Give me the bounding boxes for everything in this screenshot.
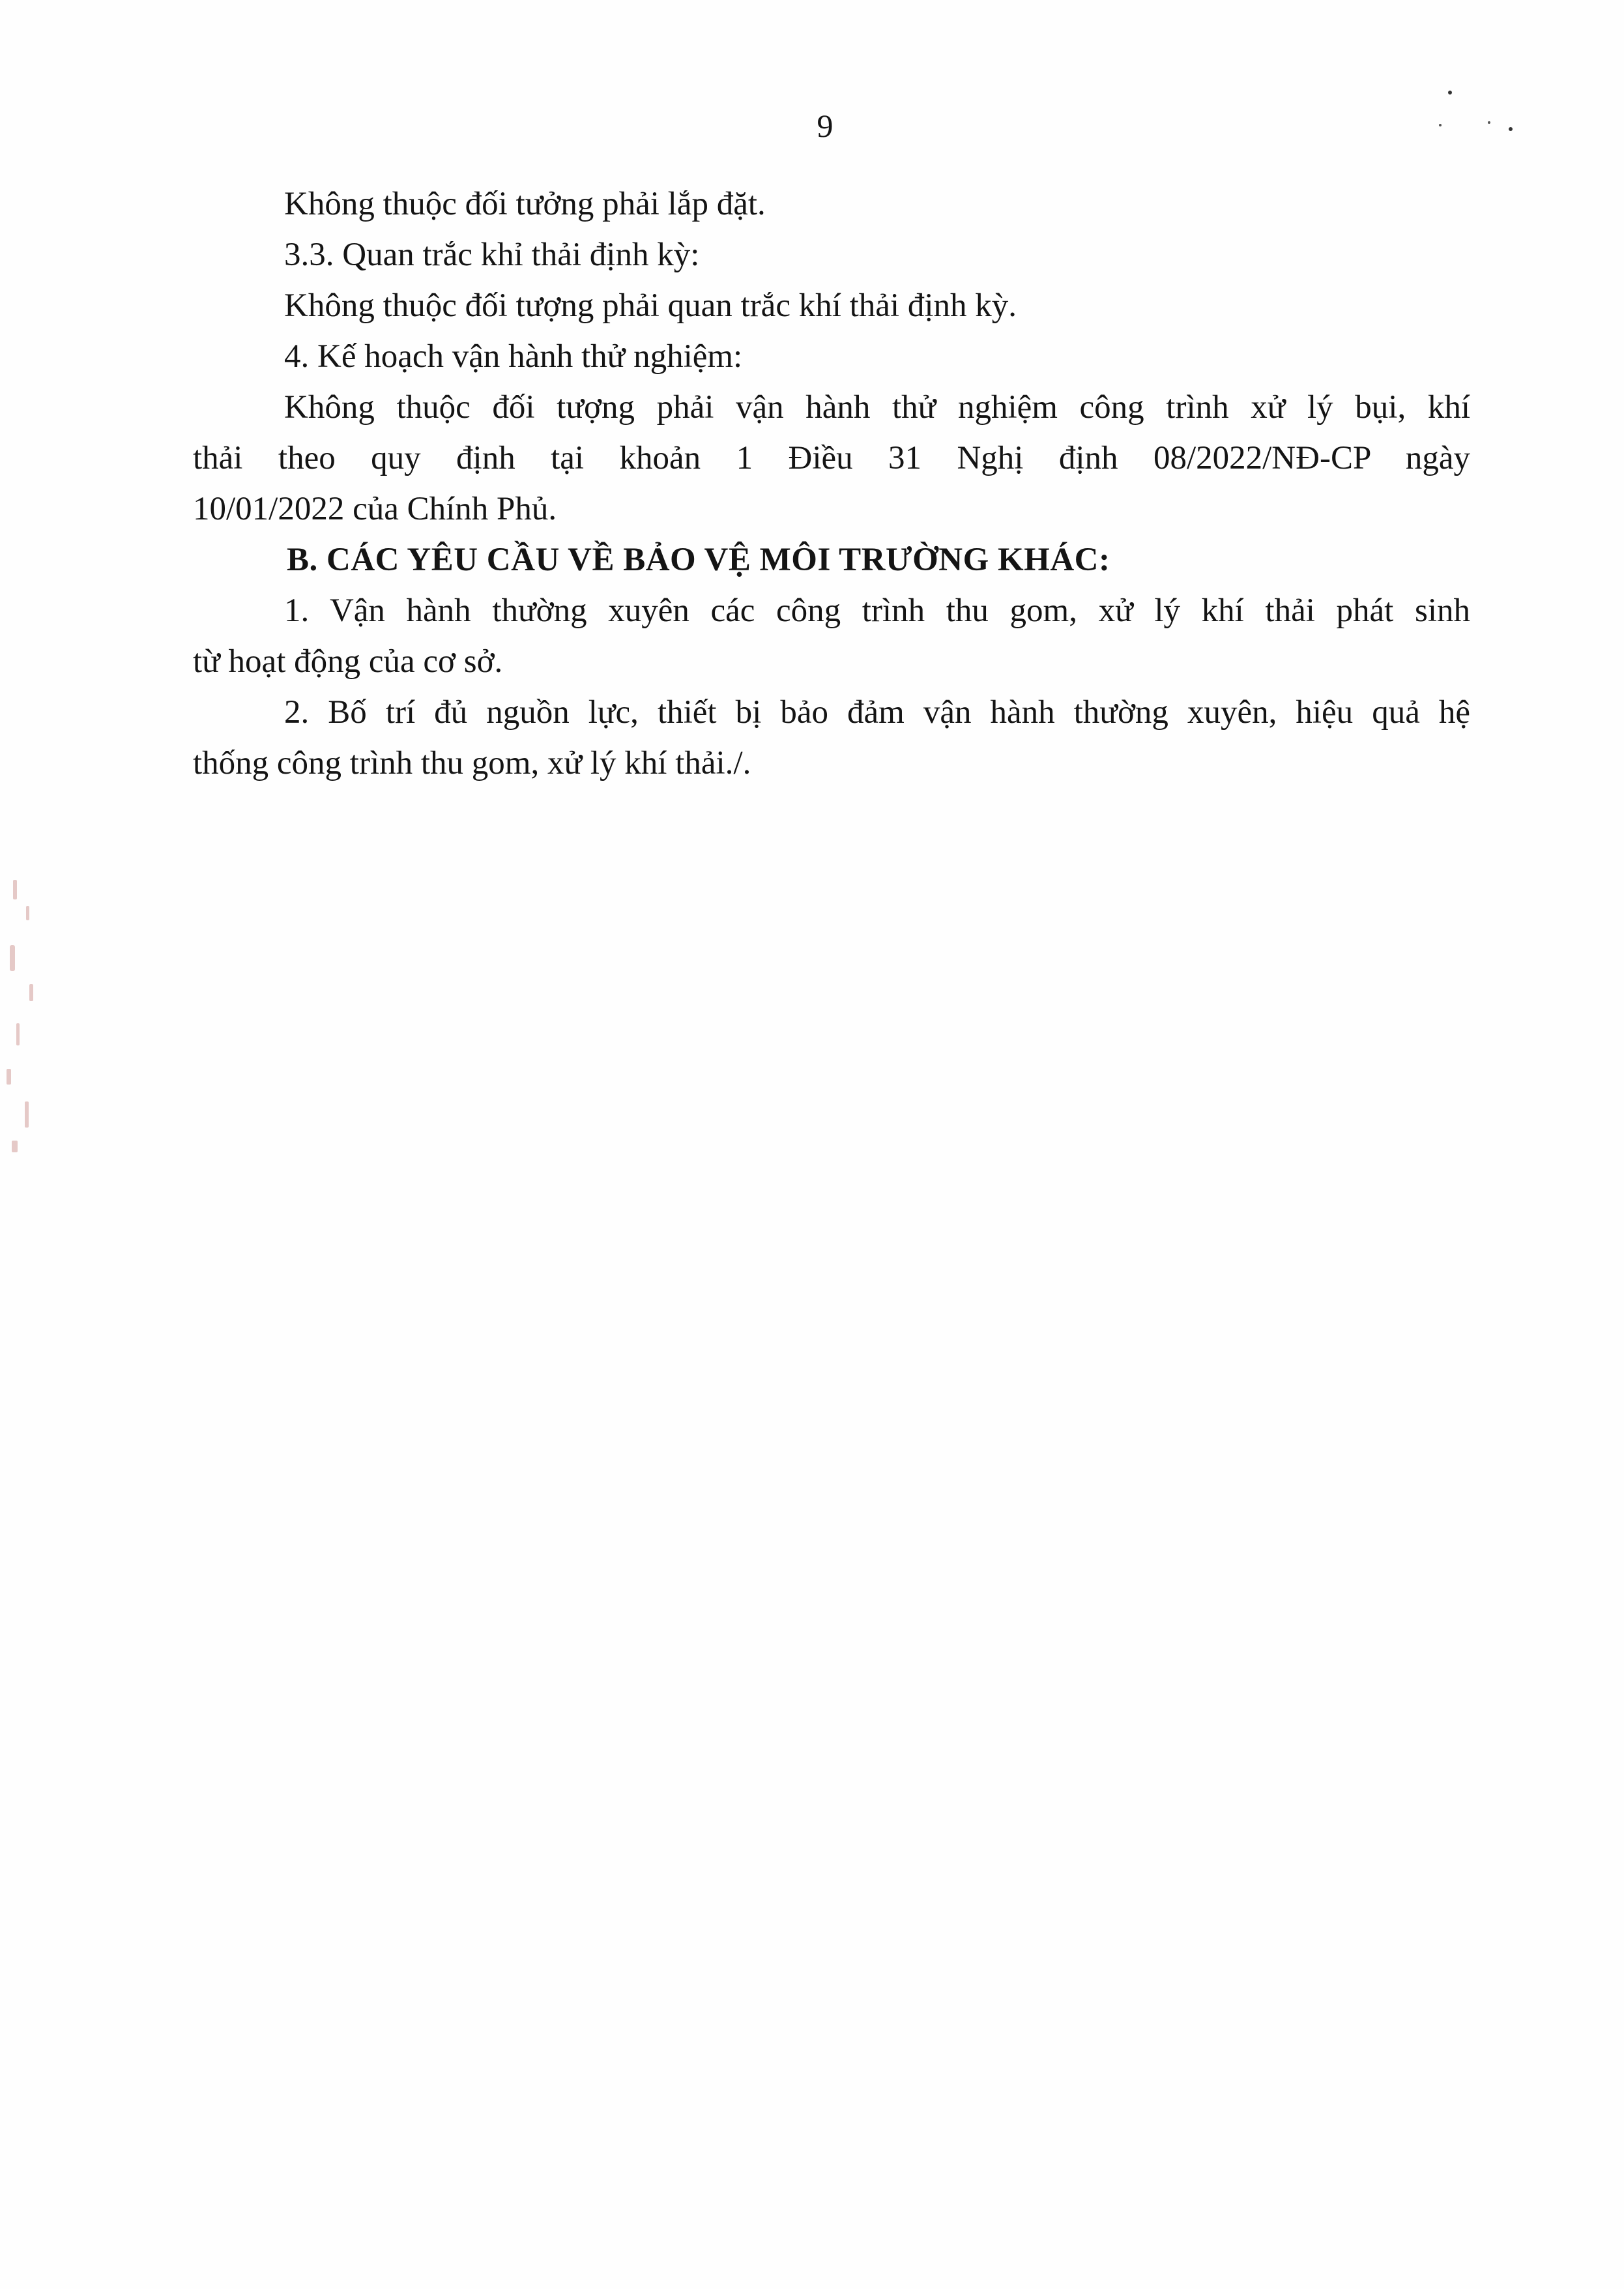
section-b-heading: B. CÁC YÊU CẦU VỀ BẢO VỆ MÔI TRƯỜNG KHÁC: xyxy=(287,542,1110,578)
paragraph-test-operation-line-2: thải theo quy định tại khoản 1 Điều 31 Nghị định 08/2022/NĐ-CP ngày xyxy=(193,440,1470,476)
section-3-3-heading: 3.3. Quan trắc khỉ thải định kỳ: xyxy=(284,237,700,273)
paragraph-not-required-install: Không thuộc đối tưởng phải lắp đặt. xyxy=(284,186,766,222)
paragraph-test-operation-line-3: 10/01/2022 của Chính Phủ. xyxy=(193,491,557,527)
scan-dots xyxy=(1434,85,1538,137)
item-b1-line-1: 1. Vận hành thường xuyên các công trình thu gom, xử lý khí thải phát sinh xyxy=(284,592,1470,629)
paragraph-not-required-monitoring: Không thuộc đối tượng phải quan trắc khí thải định kỳ. xyxy=(284,287,1017,324)
item-b2-line-2: thống công trình thu gom, xử lý khí thải./. xyxy=(193,745,751,781)
paragraph-test-operation-line-1: Không thuộc đối tượng phải vận hành thử nghiệm công trình xử lý bụi, khí xyxy=(284,389,1470,426)
item-b2-line-1: 2. Bố trí đủ nguồn lực, thiết bị bảo đảm vận hành thường xuyên, hiệu quả hệ xyxy=(284,694,1470,731)
document-body xyxy=(193,179,1470,789)
section-4-heading: 4. Kế hoạch vận hành thử nghiệm: xyxy=(284,338,743,375)
page-number: 9 xyxy=(817,108,834,144)
item-b1-line-2: từ hoạt động của cơ sở. xyxy=(193,643,503,680)
stamp-bleed-mark xyxy=(0,873,46,1167)
